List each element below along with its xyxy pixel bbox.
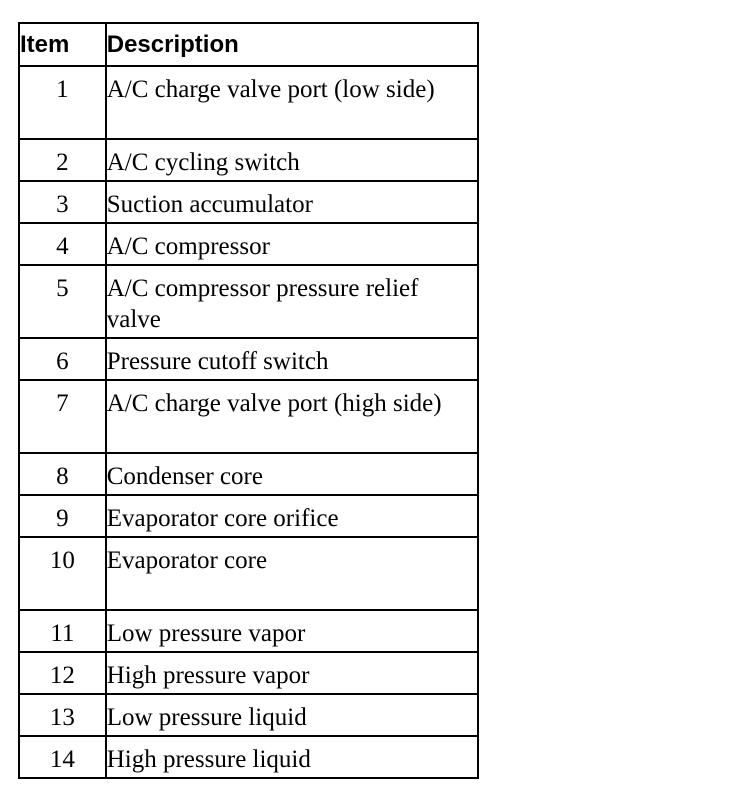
item-number: 3	[19, 181, 106, 223]
item-description: Evaporator core orifice	[106, 495, 478, 537]
item-number: 11	[19, 610, 106, 652]
table-header-row	[19, 23, 478, 66]
item-description: Low pressure vapor	[106, 610, 478, 652]
table-row	[19, 652, 478, 694]
item-description: A/C compressor pressure relief valve	[106, 265, 478, 338]
table-row	[19, 139, 478, 181]
item-description: A/C cycling switch	[106, 139, 478, 181]
item-number: 7	[19, 380, 106, 453]
item-description: Condenser core	[106, 453, 478, 495]
table-row	[19, 495, 478, 537]
table-row	[19, 265, 478, 338]
item-number: 9	[19, 495, 106, 537]
item-description: Low pressure liquid	[106, 694, 478, 736]
description-column-header: Description	[106, 23, 478, 66]
table-row	[19, 380, 478, 453]
table-row	[19, 223, 478, 265]
item-description: High pressure liquid	[106, 736, 478, 778]
table-row	[19, 736, 478, 778]
item-description: A/C compressor	[106, 223, 478, 265]
item-number: 5	[19, 265, 106, 338]
table-row	[19, 338, 478, 380]
item-number: 4	[19, 223, 106, 265]
item-description: High pressure vapor	[106, 652, 478, 694]
item-number: 8	[19, 453, 106, 495]
table-row	[19, 694, 478, 736]
item-description: Suction accumulator	[106, 181, 478, 223]
item-description: A/C charge valve port (low side)	[106, 66, 478, 139]
item-number: 2	[19, 139, 106, 181]
table-row	[19, 453, 478, 495]
item-number: 6	[19, 338, 106, 380]
table-row	[19, 66, 478, 139]
table-row	[19, 181, 478, 223]
item-description: Evaporator core	[106, 537, 478, 610]
table-row	[19, 537, 478, 610]
item-column-header: Item	[19, 23, 106, 66]
item-description: Pressure cutoff switch	[106, 338, 478, 380]
item-number: 1	[19, 66, 106, 139]
item-number: 12	[19, 652, 106, 694]
table-row	[19, 610, 478, 652]
item-number: 13	[19, 694, 106, 736]
item-description-table	[18, 22, 479, 779]
item-number: 14	[19, 736, 106, 778]
item-description: A/C charge valve port (high side)	[106, 380, 478, 453]
item-number: 10	[19, 537, 106, 610]
